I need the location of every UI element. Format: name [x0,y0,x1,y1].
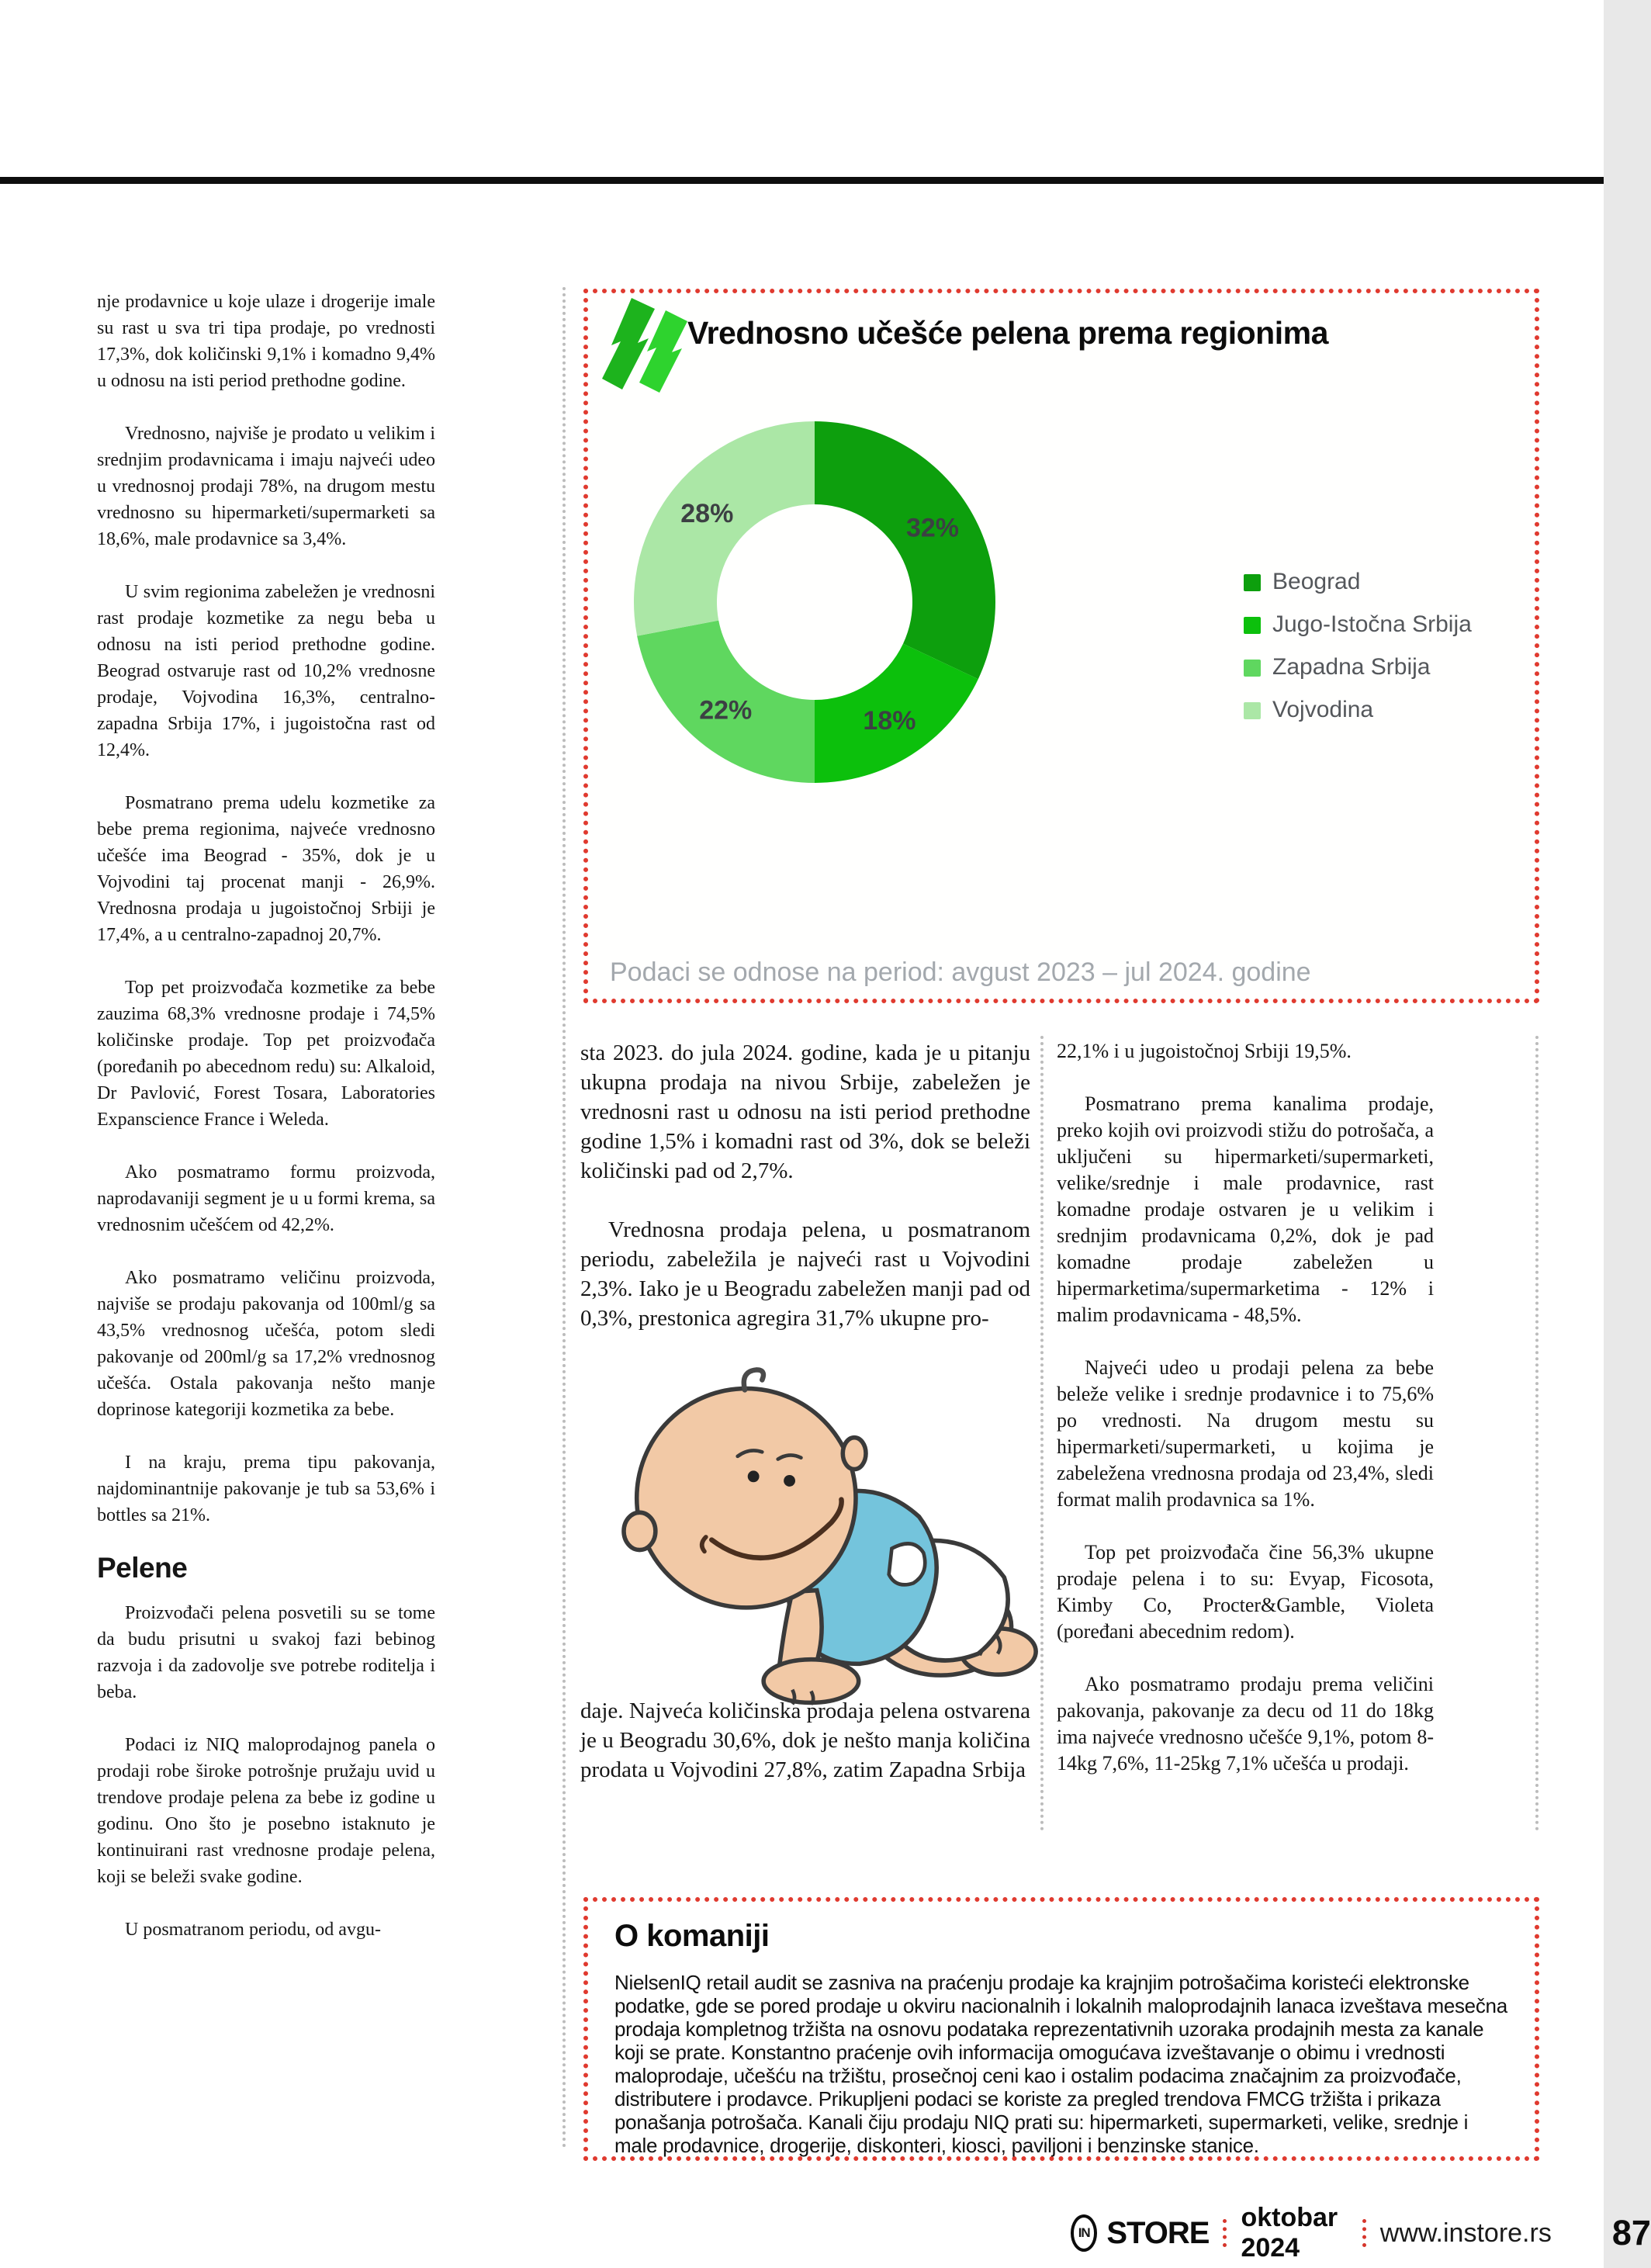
about-company-box [583,1897,1539,2161]
footer-website: www.instore.rs [1379,2218,1552,2248]
paragraph: Ako posmatramo prodaju prema veličini pakovanja, pakovanje za decu od 11 do 18kg ima najveće vrednosno učešće 9,1%, potom 8-14kg 7,6%, 11-25kg 7,1% učešća u prodaji. [1057,1673,1434,1775]
footer-separator [1223,2219,1227,2247]
top-rule-divider [0,177,1604,184]
paragraph: Top pet proizvođača kozmetike za bebe zauzima 68,3% vrednosne prodaje i 74,5% količinske prodaje. Top pet proizvođača (poređanih po abecednom redu) su: Alkaloid, Dr Pavlović, Forest Tosara, Laboratories Expanscience France i Weleda. [97,978,435,1130]
paragraph: Vrednosna prodaja pelena, u posmatranom periodu, zabeležila je najveći rast u Vojvodini 2,3%. Iako je u Beogradu zabeležen manji pad od 0,3%, prestonica agregira 31,7% ukupne pro- [580,1217,1030,1331]
footer-separator [1362,2219,1366,2247]
paragraph: Ako posmatramo formu proizvoda, naprodavaniji segment je u u formi krema, sa vrednosnim učešćem od 42,2%. [97,1162,435,1235]
svg-text:32%: 32% [905,513,960,543]
paragraph: Posmatrano prema kanalima prodaje, preko kojih ovi proizvodi stižu do potrošača, a uključeni su hipermarketi/supermarketi, velike/srednje i male prodavnice, rast komadne prodaje ostvaren je u velikim i srednjim prodavnicama 0,2%, dok je pad komadne prodaje zabeležen u hipermarketima/supermarketima - 12% i malim prodavnicama - 48,5%. [1057,1092,1434,1326]
monogram-text: IN [1078,2225,1090,2240]
paragraph: Ako posmatramo veličinu proizvoda, najviše se prodaju pakovanja od 100ml/g sa 43,5% vrednosnog učešća, potom sledi pakovanje od 200ml/g sa 17,2% vrednosnog učešća. Ostala pakovanja nešto manje doprinose kategoriji kozmetika za bebe. [97,1268,435,1420]
brand-name: STORE [1106,2215,1210,2250]
chart-title: Vrednosno učešće pelena prema regionima [687,315,1328,351]
paragraph: Proizvođači pelena posvetili su se tome da budu prisutni u svakoj fazi bebinog razvoja i da zadovolje sve potrebe roditelja i beba. [97,1603,435,1702]
donut-chart [588,293,1535,999]
svg-text:Zapadna Srbija: Zapadna Srbija [1272,654,1431,680]
column-divider [1040,1036,1044,1831]
column-divider [1535,1036,1539,1831]
svg-text:18%: 18% [863,705,916,736]
paragraph: Vrednosno, najviše je prodato u velikim i srednjim prodavnicama i imaju najveći udeo u vrednosnoj prodaji 78%, na drugom mestu vrednosno su hipermarketi/supermarketi sa 18,6%, male prodavnice sa 3,4%. [97,424,435,549]
footer-page-number: 87 [1611,2213,1651,2252]
crawling-baby-illustration [604,1366,1007,1685]
svg-text:Beograd: Beograd [1272,569,1361,594]
right-text-column [1057,1038,1434,1803]
paragraph: sta 2023. do jula 2024. godine, kada je u pitanju ukupna prodaja na nivou Srbije, zabeležen je vrednosni rast u odnosu na isti period prethodne godine 1,5% i komadni rast od 3%, dok se beleži količinski pad od 2,7%. [580,1041,1030,1183]
footer-issue: oktobar 2024 [1241,2203,1338,2263]
about-box-body: NielsenIQ retail audit se zasniva na praćenju prodaje ka krajnjim potrošačima koristeći elektronske podatke, gde se pored prodaje u okviru nacionalnih i lokalnih maloprodajnih lanaca izveštava mesečna prodaja kompletnog tržišta na osnovu podataka reprezentativnih uzoraka prodajnih mesta za kanale koji se prate. Konstantno praćenje ovih informacija omogućava izveštavanje o obimu i vrednosti maloprodaje, učešću na tržištu, prosečnoj ceni kao i ostalim podacima značajnim za proizvođače, distributere i prodavce. Prikupljeni podaci se koriste za pregled trendova FMCG tržišta i prikaza ponašanja potrošača. Kanali čiju prodaju NIQ prati su: hipermarketi, supermarketi, velike, srednje i male prodavnice, drogerije, diskonteri, kiosci, paviljoni i benzinske stanice. [614,1971,1507,2157]
page-footer [1071,2203,1651,2263]
paragraph: U svim regionima zabeležen je vrednosni rast prodaje kozmetike za negu beba u odnosu na isti period prethodne godine. Beograd ostvaruje rast od 10,2% vrednosne prodaje, Vojvodina 16,3%, centralno-zapadna Srbija 17%, i jugoistočna rast od 12,4%. [97,582,435,760]
about-box-title: O komaniji [614,1919,770,1953]
paragraph: Posmatrano prema udelu kozmetike za bebe prema regionima, najveće vrednosno učešće ima Beograd - 35%, dok je u Vojvodini taj procenat manji - 26,9%. Vrednosna prodaja u jugoistočnoj Srbiji je 17,4%, a u centralno-zapadnoj 20,7%. [97,793,435,945]
svg-text:22%: 22% [699,695,753,725]
svg-text:Jugo-Istočna Srbija: Jugo-Istočna Srbija [1272,611,1472,637]
chart-panel [583,289,1539,1003]
paragraph: Top pet proizvođača čine 56,3% ukupne prodaje pelena i to su: Evyap, Ficosota, Kimby Co, Procter&Gamble, Violeta (poređani abecednim redom). [1057,1541,1434,1643]
paragraph: Najveći udeo u prodaji pelena za bebe beleže velike i srednje prodavnice i to 75,6% po vrednosti. Na drugom mestu su hipermarketi/supermarketi, u kojima je zabeležena vrednosna prodaja od 23,4%, sledi format malih prodavnica sa 1%. [1057,1356,1434,1511]
column-divider [562,287,566,2149]
left-text-column [97,289,435,1969]
paragraph: daje. Najveća količinska prodaja pelena ostvarena je u Beogradu 30,6%, dok je nešto manja količina prodata u Vojvodini 27,8%, zatim Zapadna Srbija [580,1698,1030,1782]
paragraph: I na kraju, prema tipu pakovanja, najdominantnije pakovanje je tub sa 53,6% i bottles sa 21%. [97,1453,435,1525]
baby-image-container [580,1363,1030,1688]
paragraph: Podaci iz NIQ maloprodajnog panela o prodaji robe široke potrošnje pružaju uvid u trendove prodaje pelena za bebe iz godine u godinu. Ono što je posebno istaknuto je kontinuirani rast vrednosne prodaje pelena, koji se beleži svake godine. [97,1735,435,1887]
paragraph: nje prodavnice u koje ulaze i drogerije imale su rast u sva tri tipa prodaje, po vrednosti 17,3%, dok količinski 9,1% i komadno 9,4% u odnosu na isti period prethodne godine. [97,292,435,391]
paragraph: U posmatranom periodu, od avgu- [125,1920,381,1940]
middle-text-column [580,1038,1030,1814]
section-heading-pelene: Pelene [97,1552,188,1584]
instore-monogram-icon [1071,2214,1097,2252]
chart-caption: Podaci se odnose na period: avgust 2023 – jul 2024. godine [610,957,1311,987]
svg-text:Vojvodina: Vojvodina [1272,697,1374,722]
paragraph: 22,1% i u jugoistočnoj Srbiji 19,5%. [1057,1040,1352,1062]
svg-text:28%: 28% [680,499,734,529]
